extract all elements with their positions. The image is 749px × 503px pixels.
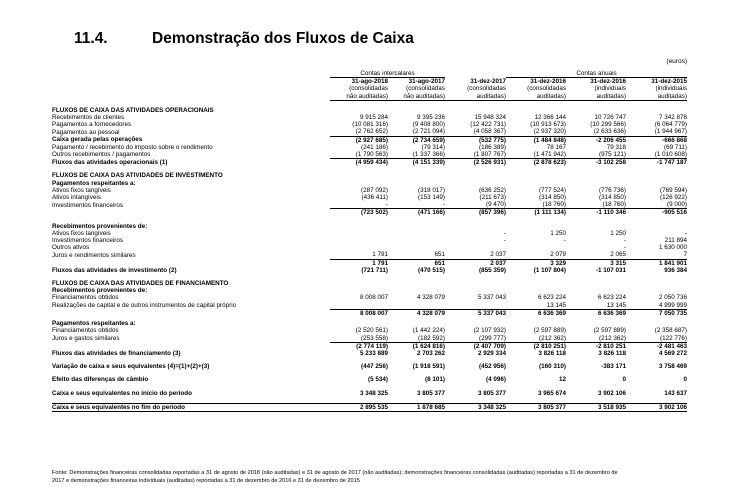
row-label: Outros recebimentos / pagamentos <box>52 151 151 159</box>
cell-value <box>330 244 388 251</box>
cell-value: 1 250 <box>550 229 566 237</box>
column-header-l1: (consolidadas <box>467 85 506 93</box>
cell-value: 1 791 <box>372 251 388 259</box>
row-label <box>52 309 330 317</box>
table-row <box>52 187 687 194</box>
closing-balance-row <box>52 403 687 411</box>
cell-value: 3 902 106 <box>626 403 687 411</box>
cell-value: (721 711) <box>361 266 388 274</box>
cell-value: (2 721 094) <box>412 128 445 136</box>
cell-value: (975 121) <box>599 151 626 159</box>
cell-value: - <box>503 229 506 237</box>
cell-value: (470 515) <box>418 266 445 274</box>
cell-value: - <box>684 229 687 237</box>
cell-value: - <box>442 201 445 209</box>
cell-value: (2 358 687) <box>654 327 687 335</box>
cell-value: 2 065 <box>610 251 626 259</box>
cell-value: - <box>623 244 626 252</box>
cell-value: (2 597 889) <box>533 327 566 335</box>
table-row <box>52 114 687 121</box>
cell-value: 0 <box>683 376 687 384</box>
row-label: Pagamento / recebimento do imposto sobre o rendimento <box>52 143 213 151</box>
total-row <box>52 350 687 357</box>
row-label <box>52 342 330 350</box>
row-label: Realizações de capital e de outros instrumentos de capital próprio <box>52 301 237 309</box>
cell-value: (1 918 591) <box>412 363 445 371</box>
section-heading-row <box>52 172 687 179</box>
cell-value: 2 895 535 <box>330 403 388 411</box>
cell-value <box>566 180 626 187</box>
cell-value: 2 929 334 <box>477 349 506 357</box>
cell-value: (314 850) <box>599 194 626 202</box>
cell-value: (1 807 767) <box>473 151 506 159</box>
cell-value: (471 166) <box>388 209 445 217</box>
cell-value: 6 623 224 <box>597 294 626 302</box>
cell-value: (211 673) <box>479 194 506 202</box>
group-interim-accounts: Contas intercalares <box>330 70 445 78</box>
cell-value: -905 516 <box>626 209 687 217</box>
cell-value: (4 096) <box>486 376 506 384</box>
subtotal-row <box>52 136 687 144</box>
cell-value: 3 348 325 <box>445 403 506 411</box>
cell-value: (318 017) <box>418 186 445 194</box>
cell-value: (776 736) <box>599 186 626 194</box>
cell-value: 3 826 118 <box>538 349 566 357</box>
cell-value: (723 502) <box>330 209 388 217</box>
cell-value: (1 107 804) <box>533 266 566 274</box>
column-header-l1: (individuais <box>594 85 626 93</box>
table-body <box>52 100 687 411</box>
cell-value: (769 594) <box>660 186 687 194</box>
row-label: Recebimentos de clientes <box>52 114 125 122</box>
cell-value: (212 362) <box>599 334 626 342</box>
row-label: Ativos fixos tangíveis <box>52 186 111 194</box>
cell-value: -2 810 251 <box>566 342 626 350</box>
table-row <box>52 302 687 310</box>
column-header-l1: (consolidadas <box>349 85 388 93</box>
cell-value <box>388 302 445 310</box>
subheading-row <box>52 223 687 230</box>
subtotal-row <box>52 309 687 317</box>
cell-value: (1 471 942) <box>533 151 566 159</box>
cell-value: (1 484 848) <box>506 136 566 144</box>
cell-value <box>388 230 445 237</box>
row-label: FLUXOS DE CAIXA DAS ATIVIDADES OPERACIONAIS <box>52 106 214 114</box>
cell-value: (2 597 889) <box>593 327 626 335</box>
cell-value: (299 777) <box>479 334 506 342</box>
table-row <box>52 144 687 151</box>
footnote-line: Fonte: Demonstrações financeiras consolidadas reportadas a 31 de agosto de 2018 (não auditadas) e 31 de agosto de 2017 (não auditadas); demonstrações financeiras consolidadas (auditadas) reportadas a 31 de dezembro de <box>52 470 618 476</box>
cell-value <box>445 244 506 251</box>
cell-value: (69 711) <box>664 143 687 151</box>
cell-value <box>330 320 388 327</box>
cell-value: -1 110 346 <box>566 209 626 217</box>
cell-value: (241 186) <box>361 143 388 151</box>
subheading-row <box>52 287 687 294</box>
cell-value: 3 805 377 <box>477 389 506 397</box>
table-row <box>52 237 687 244</box>
row-label: Pagamentos a fornecedores <box>52 121 132 129</box>
table-row <box>52 294 687 301</box>
cell-value <box>388 287 445 294</box>
cell-value: (5 534) <box>368 376 388 384</box>
cell-value <box>330 223 388 230</box>
subheading-row <box>52 180 687 187</box>
row-label: Ativos intangíveis <box>52 194 102 202</box>
column-header-l2: auditadas) <box>445 93 506 101</box>
row-label: Recebimentos provenientes de: <box>52 287 148 295</box>
cell-value: 13 145 <box>606 301 626 309</box>
table-row <box>52 201 687 209</box>
cell-value <box>445 223 506 230</box>
cell-value: -2 206 455 <box>566 136 626 144</box>
cash-flow-table <box>52 70 687 412</box>
column-header-l2: não auditadas) <box>330 93 388 101</box>
cell-value: 7 <box>683 251 687 259</box>
column-header-period: 31-dez-2015 <box>651 78 687 86</box>
cell-value: (855 359) <box>479 266 506 274</box>
section-heading-row <box>52 280 687 287</box>
cell-value: (253 558) <box>361 334 388 342</box>
cell-value: (2 520 561) <box>355 327 388 335</box>
cell-value <box>330 230 388 237</box>
cell-value: (2 774 119) <box>330 342 388 350</box>
cell-value: (1 442 224) <box>412 327 445 335</box>
row-label: Juros e rendimentos similares <box>52 251 136 259</box>
cell-value: 7 342 878 <box>658 114 687 122</box>
column-header-period: 31-dez-2016 <box>530 78 566 86</box>
cell-value: -1 747 187 <box>626 159 687 167</box>
cell-value: (2 526 931) <box>445 159 506 167</box>
cell-value: - <box>623 237 626 245</box>
cell-value: 936 384 <box>664 266 687 274</box>
cell-value: (8 101) <box>425 376 445 384</box>
cell-value: (18 760) <box>542 201 566 209</box>
cell-value <box>506 223 566 230</box>
cell-value: 1 878 685 <box>388 403 445 411</box>
cell-value <box>626 287 687 294</box>
cell-value <box>566 287 626 294</box>
row-label: Fluxos das atividades de investimento (2) <box>52 266 177 274</box>
cell-value: (1 337 366) <box>412 151 445 159</box>
cell-value: 143 637 <box>664 389 687 397</box>
cell-value: 1 250 <box>610 229 626 237</box>
section-number: 11.4. <box>74 30 108 47</box>
cell-value: (9 000) <box>667 201 687 209</box>
currency-unit-label: (euros) <box>666 58 687 65</box>
table-row <box>52 335 687 343</box>
cell-value <box>566 320 626 327</box>
cell-value: 4 328 079 <box>416 294 445 302</box>
cell-value: (126 922) <box>660 194 687 202</box>
cell-value: 6 636 369 <box>506 309 566 317</box>
cell-value: 5 337 043 <box>445 309 506 317</box>
cell-value: 6 636 369 <box>566 309 626 317</box>
header-group-row <box>52 70 687 78</box>
cell-value <box>388 180 445 187</box>
cell-value: 10 726 747 <box>594 114 626 122</box>
cell-value: 3 826 118 <box>598 349 626 357</box>
cell-value: (532 775) <box>445 136 506 144</box>
cell-value: (6 064 779) <box>654 121 687 129</box>
cell-value <box>330 180 388 187</box>
cell-value: 12 <box>558 376 566 384</box>
row-label: Caixa e seus equivalentes no fim do período <box>52 403 330 411</box>
cell-value: 1 630 000 <box>658 244 687 252</box>
cell-value: (182 592) <box>418 334 445 342</box>
cell-value: (10 913 673) <box>530 121 566 129</box>
column-header-l2: não auditadas) <box>388 93 445 101</box>
cell-value: 6 623 224 <box>537 294 566 302</box>
cell-value: 3 805 377 <box>416 389 445 397</box>
cell-value: 3 329 <box>506 259 566 267</box>
cell-value: 2 037 <box>445 259 506 267</box>
cell-value: (4 151 339) <box>388 159 445 167</box>
cell-value: (2 762 652) <box>355 128 388 136</box>
subtotal-row <box>52 159 687 167</box>
footnote-line: 2017 e demonstrações financeiras individuais (auditadas) reportadas a 31 de dezembro de 2016 e 31 de dezembro de 2015 <box>52 477 360 484</box>
table-row <box>52 251 687 259</box>
cell-value: 3 805 377 <box>506 403 566 411</box>
header-row <box>52 85 687 92</box>
cell-value: (314 850) <box>539 194 566 202</box>
cell-value: (10 081 316) <box>352 121 388 129</box>
section-heading-row <box>52 107 687 114</box>
cell-value <box>388 223 445 230</box>
row-label: Investimentos financeiros <box>52 237 124 245</box>
cell-value: (452 956) <box>479 363 506 371</box>
cell-value: 4 328 079 <box>388 309 445 317</box>
cell-value: (9 470) <box>486 201 506 209</box>
cell-value: (153 149) <box>418 194 445 202</box>
cell-value <box>330 302 388 310</box>
source-footnote <box>52 470 692 485</box>
header-row <box>52 78 687 86</box>
cell-value: 15 948 324 <box>474 114 506 122</box>
total-row <box>52 390 687 397</box>
row-label <box>52 209 330 217</box>
cell-value: 12 366 144 <box>534 114 566 122</box>
cell-value: (636 252) <box>479 186 506 194</box>
cell-value <box>330 287 388 294</box>
cell-value <box>445 320 506 327</box>
row-label: Juros e gastos similares <box>52 334 120 342</box>
cell-value: 3 315 <box>566 259 626 267</box>
cell-value <box>506 287 566 294</box>
cell-value: (10 299 566) <box>590 121 626 129</box>
cell-value: 2 037 <box>490 251 506 259</box>
row-label: Pagamentos respeitantes a: <box>52 179 136 187</box>
total-row <box>52 267 687 274</box>
cell-value: (12 422 731) <box>470 121 506 129</box>
cell-value: (2 878 623) <box>506 159 566 167</box>
table-row <box>52 244 687 251</box>
row-label: FLUXOS DE CAIXA DAS ATIVIDADES DE FINANCIAMENTO <box>52 280 229 288</box>
column-header-l1: (individuais <box>655 85 687 93</box>
cell-value <box>445 287 506 294</box>
cell-value: (1 111 134) <box>506 209 566 217</box>
cell-value: (4 959 434) <box>330 159 388 167</box>
row-label: Caixa e seus equivalentes no início do período <box>52 389 192 397</box>
cell-value: 7 050 735 <box>626 309 687 317</box>
column-header-l1: (consolidadas <box>406 85 445 93</box>
column-header-period: 31-dez-2016 <box>590 78 626 86</box>
cell-value: (2 810 251) <box>506 342 566 350</box>
cell-value: -383 171 <box>601 363 626 371</box>
column-header-period: 31-ago-2017 <box>408 78 445 86</box>
cell-value: 4 569 272 <box>658 349 687 357</box>
column-header-l2: auditadas) <box>626 93 687 101</box>
column-header-period: 31-ago-2018 <box>351 78 388 86</box>
cell-value: 9 915 284 <box>359 114 388 122</box>
row-label: Outros ativos <box>52 244 90 252</box>
cell-value: 211 894 <box>664 237 687 245</box>
cell-value: 651 <box>388 259 445 267</box>
cell-value: (436 411) <box>361 194 388 202</box>
row-label: Recebimentos provenientes de: <box>52 222 148 230</box>
cell-value: (287 092) <box>361 186 388 194</box>
cell-value <box>506 244 566 251</box>
subheading-row <box>52 320 687 327</box>
cell-value: (2 734 659) <box>388 136 445 144</box>
cell-value <box>626 320 687 327</box>
table-header <box>52 70 687 100</box>
cell-value: -2 481 463 <box>626 342 687 350</box>
cell-value: (2 407 709) <box>445 342 506 350</box>
table-row <box>52 327 687 334</box>
page-title <box>74 30 414 48</box>
cell-value: 1 841 901 <box>626 259 687 267</box>
row-label: Financiamentos obtidos <box>52 327 119 335</box>
cell-value: 3 902 106 <box>597 389 626 397</box>
cell-value: 2 703 262 <box>416 349 445 357</box>
cell-value: (9 408 800) <box>412 121 445 129</box>
total-row <box>52 376 687 383</box>
cell-value: (1 624 816) <box>388 342 445 350</box>
cell-value <box>388 237 445 244</box>
row-label: Caixa gerada pelas operações <box>52 136 143 144</box>
cell-value: -666 868 <box>626 136 687 144</box>
table-row <box>52 121 687 128</box>
cell-value: (2 927 685) <box>330 136 388 144</box>
cell-value: (212 362) <box>539 334 566 342</box>
cell-value: 1 791 <box>330 259 388 267</box>
cell-value <box>388 244 445 251</box>
cell-value: 5 233 889 <box>359 349 388 357</box>
cell-value: 9 395 236 <box>416 114 445 122</box>
row-label: Variação de caixa e seus equivalentes (4)=(1)+(2)+(3) <box>52 363 210 371</box>
row-label: Financiamentos obtidos <box>52 294 119 302</box>
cell-value <box>445 302 506 310</box>
cell-value: 8 008 007 <box>330 309 388 317</box>
cell-value: 4 999 999 <box>658 301 687 309</box>
column-header-period: 31-dez-2017 <box>470 77 506 85</box>
cell-value: (447 256) <box>361 363 388 371</box>
cell-value: (18 760) <box>602 201 626 209</box>
cell-value: (1 790 563) <box>355 151 388 159</box>
row-label: Ativos fixos tangíveis <box>52 229 111 237</box>
cell-value: 651 <box>434 251 445 259</box>
row-label: Fluxos das atividades de financiamento (3) <box>52 349 181 357</box>
table-row <box>52 194 687 201</box>
cell-value: - <box>503 237 506 245</box>
cell-value <box>626 180 687 187</box>
cell-value: (160 310) <box>539 363 566 371</box>
cell-value <box>626 223 687 230</box>
cell-value: (1 944 967) <box>654 128 687 136</box>
cell-value: 8 008 007 <box>359 294 388 302</box>
subtotal-row <box>52 342 687 350</box>
subtotal-row <box>52 209 687 217</box>
row-label: Pagamentos ao pessoal <box>52 128 120 136</box>
cell-value: 3 518 935 <box>566 403 626 411</box>
cell-value: 79 318 <box>606 143 626 151</box>
cell-value: (1 010 608) <box>654 151 687 159</box>
cell-value: - <box>563 237 566 245</box>
column-header-l2: auditadas) <box>566 93 626 101</box>
cell-value: 3 348 325 <box>359 389 388 397</box>
cell-value: 13 145 <box>546 301 566 309</box>
cell-value: (777 524) <box>539 186 566 194</box>
cell-value: 5 337 043 <box>477 294 506 302</box>
total-row <box>52 363 687 370</box>
cell-value: 3 965 674 <box>537 389 566 397</box>
column-header-l2: auditadas) <box>506 93 566 101</box>
cell-value: (186 389) <box>479 143 506 151</box>
cell-value <box>506 180 566 187</box>
cell-value: 78 167 <box>546 143 566 151</box>
cell-value: - <box>385 201 388 209</box>
cell-value <box>566 223 626 230</box>
table-row <box>52 151 687 159</box>
row-label: Investimentos financeiros <box>52 201 124 209</box>
cell-value: -3 102 258 <box>566 159 626 167</box>
cell-value: 3 758 469 <box>658 363 687 371</box>
cell-value: 2 079 <box>550 251 566 259</box>
cell-value: (857 396) <box>445 209 506 217</box>
cell-value: (2 107 932) <box>473 327 506 335</box>
header-row <box>52 93 687 101</box>
cell-value: -1 107 031 <box>595 266 626 274</box>
cell-value <box>330 237 388 244</box>
cell-value <box>445 180 506 187</box>
row-label: FLUXOS DE CAIXA DAS ATIVIDADES DE INVESTIMENTO <box>52 172 223 180</box>
cell-value: (122 776) <box>660 334 687 342</box>
cell-value: (79 314) <box>421 143 445 151</box>
cell-value: (2 633 636) <box>593 128 626 136</box>
group-annual-accounts: Contas anuais <box>506 70 687 78</box>
section-title: Demonstração dos Fluxos de Caixa <box>152 30 414 47</box>
row-label: Fluxos das atividades operacionais (1) <box>52 158 168 166</box>
row-label: Pagamentos respeitantes a: <box>52 320 136 328</box>
table-row <box>52 230 687 237</box>
row-label <box>52 259 330 267</box>
cell-value: (4 058 367) <box>473 128 506 136</box>
cell-value: (2 937 320) <box>533 128 566 136</box>
cell-value <box>388 320 445 327</box>
cell-value: 0 <box>622 376 626 384</box>
cell-value <box>506 320 566 327</box>
column-header-l1: (consolidadas <box>527 85 566 93</box>
cell-value: 2 050 736 <box>658 294 687 302</box>
row-label: Efeito das diferenças de câmbio <box>52 376 149 384</box>
subtotal-row <box>52 259 687 267</box>
table-row <box>52 128 687 136</box>
